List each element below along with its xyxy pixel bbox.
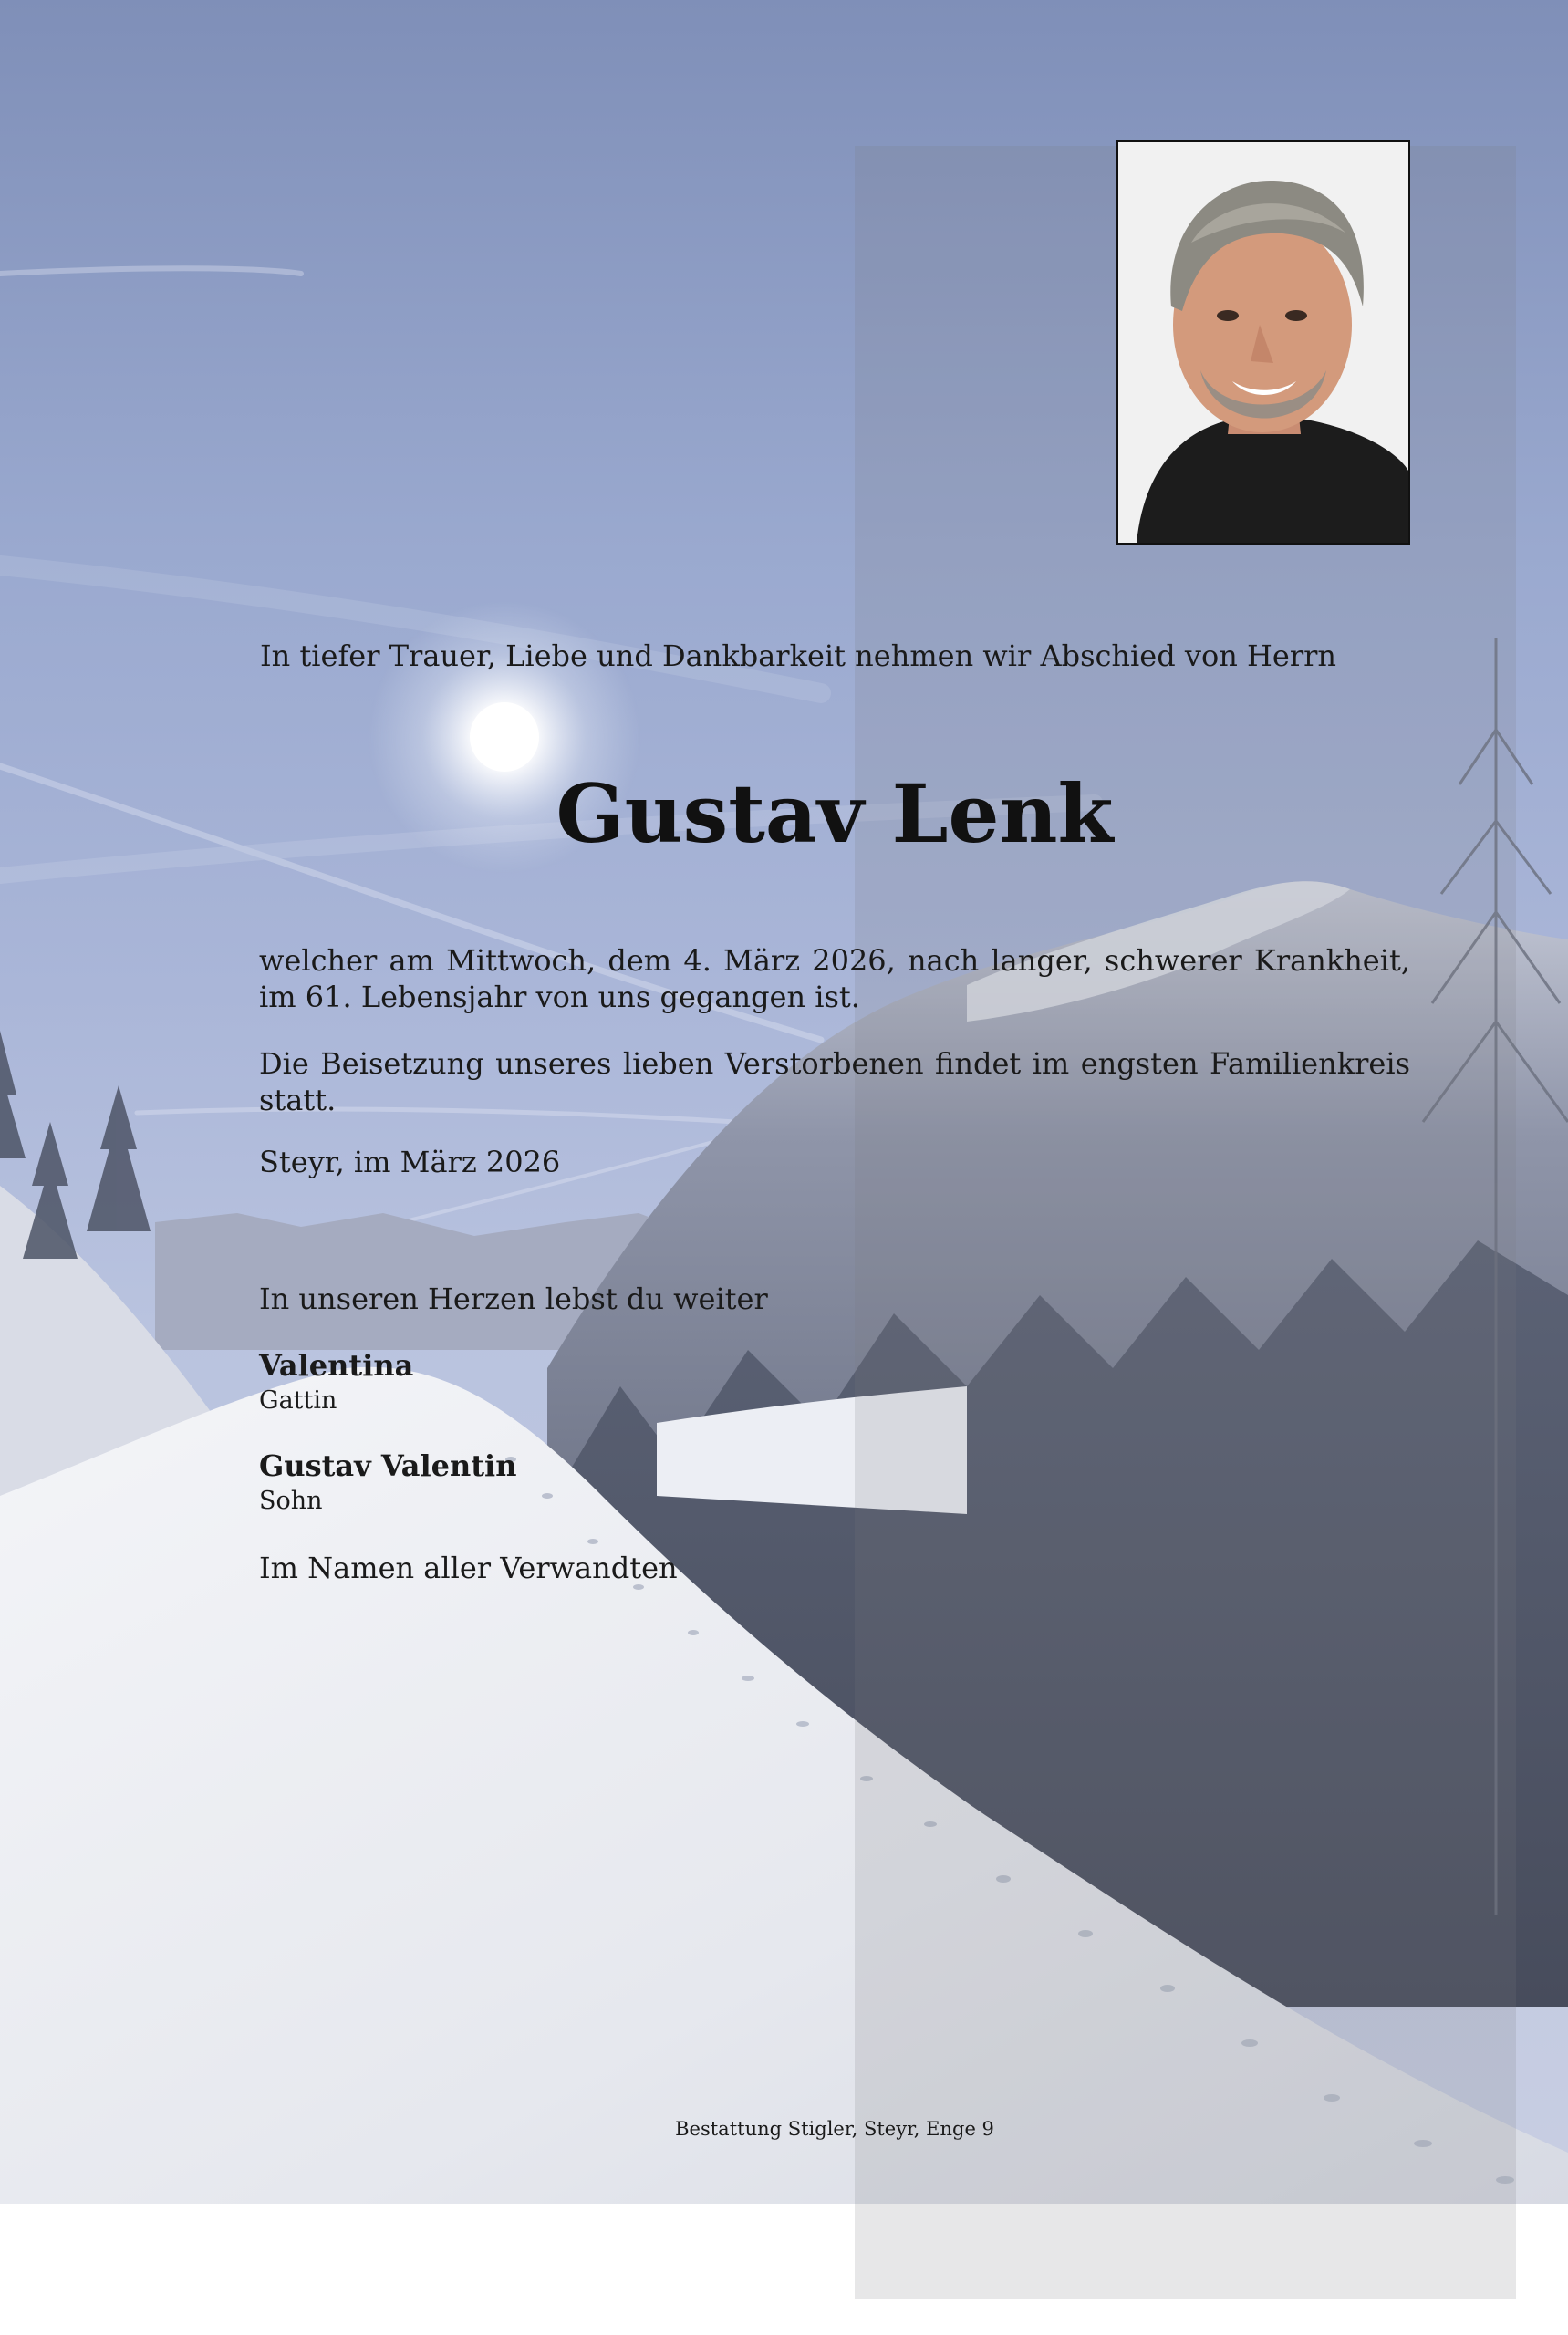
memorial-motto: In unseren Herzen lebst du weiter bbox=[259, 1282, 768, 1316]
mourner-name: Gustav Valentin bbox=[259, 1448, 517, 1483]
relatives-line: Im Namen aller Verwandten bbox=[259, 1551, 678, 1585]
mourner-relation: Sohn bbox=[259, 1487, 323, 1515]
death-announcement: welcher am Mittwoch, dem 4. März 2026, nach langer, schwerer Krankheit, im 61. Lebensjahr von uns gegangen ist. bbox=[259, 943, 1410, 1014]
deceased-portrait-photo bbox=[1116, 140, 1410, 545]
place-and-date: Steyr, im März 2026 bbox=[259, 1145, 561, 1179]
mourner-relation: Gattin bbox=[259, 1386, 337, 1415]
funeral-home-footer: Bestattung Stigler, Steyr, Enge 9 bbox=[675, 2118, 994, 2140]
mourner-name: Valentina bbox=[259, 1348, 414, 1383]
deceased-name: Gustav Lenk bbox=[556, 766, 1114, 861]
intro-text: In tiefer Trauer, Liebe und Dankbarkeit nehmen wir Abschied von Herrn bbox=[260, 638, 1337, 673]
burial-notice: Die Beisetzung unseres lieben Verstorbenen findet im engsten Familienkreis statt. bbox=[259, 1046, 1410, 1117]
